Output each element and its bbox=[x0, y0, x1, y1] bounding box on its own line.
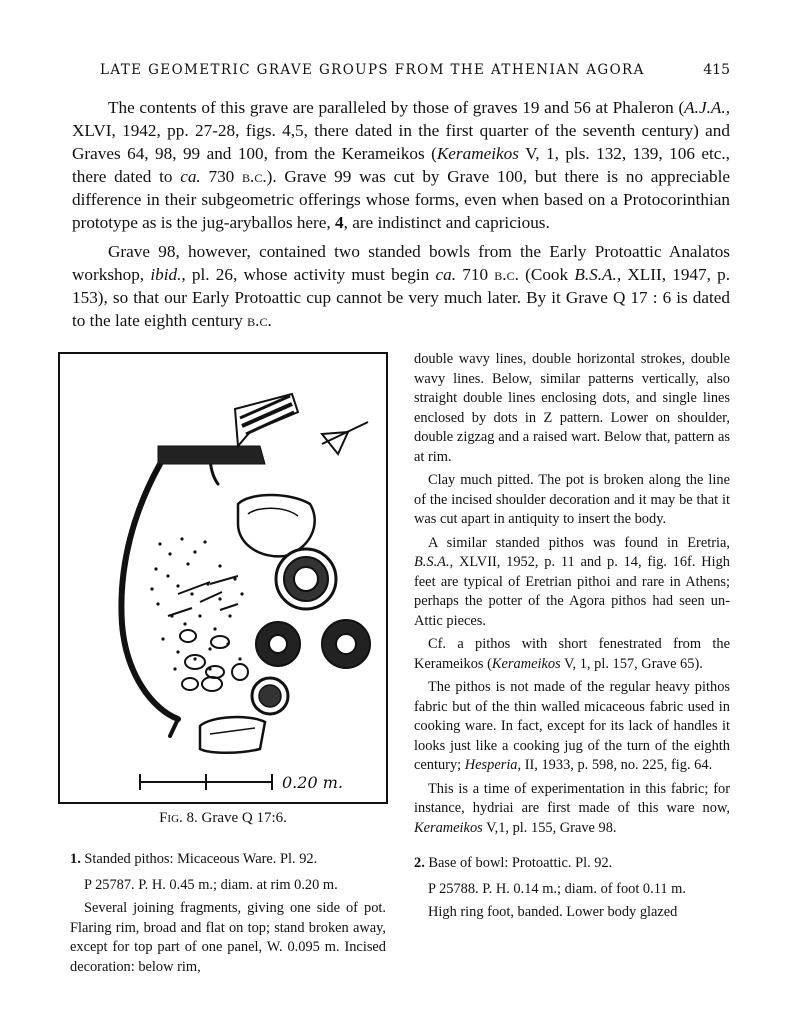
figure-caption: Fig. 8. Grave Q 17:6. bbox=[159, 810, 287, 826]
right-paragraph-1: double wavy lines, double horizontal strokes, double wavy lines. Below, similar patterns vertically, also straight double lines enclosing dots, and single lines enclosed by dots in Z pattern. Lower on shoulder, double zigzag and a raised wart. Below that, pattern as at rim. bbox=[414, 351, 730, 465]
right-paragraph-3: A similar standed pithos was found in Eretria, B.S.A., XLVII, 1952, p. 11 and p. 14, fig. 16f. High feet are typical of Eretrian pithoi and rare in Athens; perhaps the potter of the Agora pithos had seen un-Attic pieces. bbox=[414, 534, 730, 629]
catalogue-item-1-description: Several joining fragments, giving one side of pot. Flaring rim, broad and flat on top; stand broken away, except for top part of one panel, W. 0.095 m. Incised decoration: below rim, bbox=[70, 900, 386, 975]
scatter-dots bbox=[150, 537, 243, 670]
north-arrow bbox=[322, 422, 368, 454]
right-column bbox=[414, 350, 730, 927]
intro-paragraph-1: The contents of this grave are paralleled by those of graves 19 and 56 at Phaleron (A.J.A., XLVI, 1942, pp. 27-28, figs. 4,5, there dated in the first quarter of the seventh century) and Graves 64, 98, 99 and 100, from the Kerameikos (Kerameikos V, 1, pls. 132, 139, 106 etc., there dated to ca. 730 b.c.). Grave 99 was cut by Grave 100, but there is no appreciable difference in their subgeometric offerings whose forms, even when based on a Protocorinthian prototype as is the jug-aryballos here, 4, are indistinct and capricious. bbox=[72, 98, 730, 232]
catalogue-item-2-heading: 2. Base of bowl: Protoattic. Pl. 92. bbox=[414, 855, 613, 871]
right-paragraph-5: The pithos is not made of the regular heavy pithos fabric but of the thin walled micaceous fabric used in cooking ware. In fact, except for its lack of handles it looks just like a cooking jug of the turn of the eighth century; Hesperia, II, 1933, p. 598, no. 225, fig. 64. bbox=[414, 679, 730, 773]
bone-fragments bbox=[168, 576, 248, 691]
right-paragraph-2: Clay much pitted. The pot is broken along the line of the incised shoulder decoration and it may be that it was cut apart in antiquity to insert the body. bbox=[414, 472, 730, 527]
left-column bbox=[70, 848, 386, 981]
vessel-shards bbox=[200, 495, 315, 753]
vessels-circles bbox=[252, 549, 370, 714]
scale-label: 0.20 m. bbox=[282, 773, 343, 792]
grave-plan-drawing bbox=[60, 354, 386, 802]
catalogue-item-1-inventory: P 25787. P. H. 0.45 m.; diam. at rim 0.20 m. bbox=[84, 876, 338, 893]
right-paragraph-6: This is a time of experimentation in this fabric; for instance, hydriai are first made of this ware now, Kerameikos V,1, pl. 155, Grave 98. bbox=[414, 780, 730, 836]
catalogue-item-2-inventory: P 25788. P. H. 0.14 m.; diam. of foot 0.11 m. bbox=[428, 880, 686, 897]
running-head bbox=[100, 62, 730, 84]
right-paragraph-4: Cf. a pithos with short fenestrated from the Kerameikos (Kerameikos V, 1, pl. 157, Grave 65). bbox=[414, 636, 730, 672]
scale-bar bbox=[140, 774, 272, 790]
catalogue-item-2-description: High ring foot, banded. Lower body glazed bbox=[428, 904, 678, 920]
catalogue-item-1-heading: 1. Standed pithos: Micaceous Ware. Pl. 92. bbox=[70, 851, 318, 867]
intro-text bbox=[72, 96, 730, 338]
page-number: 415 bbox=[703, 62, 730, 78]
pithos-outline bbox=[121, 454, 218, 736]
intro-paragraph-2: Grave 98, however, contained two standed bowls from the Early Protoattic Analatos workshop, ibid., pl. 26, whose activity must begin ca. 710 b.c. (Cook B.S.A., XLII, 1947, p. 153), so that our Early Protoattic cup cannot be very much later. By it Grave Q 17 : 6 is dated to the late eighth century b.c. bbox=[72, 242, 731, 330]
running-head-title: LATE GEOMETRIC GRAVE GROUPS FROM THE ATHENIAN AGORA bbox=[100, 62, 645, 78]
figure-grave-plan bbox=[58, 352, 388, 804]
pithos-rim-fragment bbox=[158, 394, 298, 464]
